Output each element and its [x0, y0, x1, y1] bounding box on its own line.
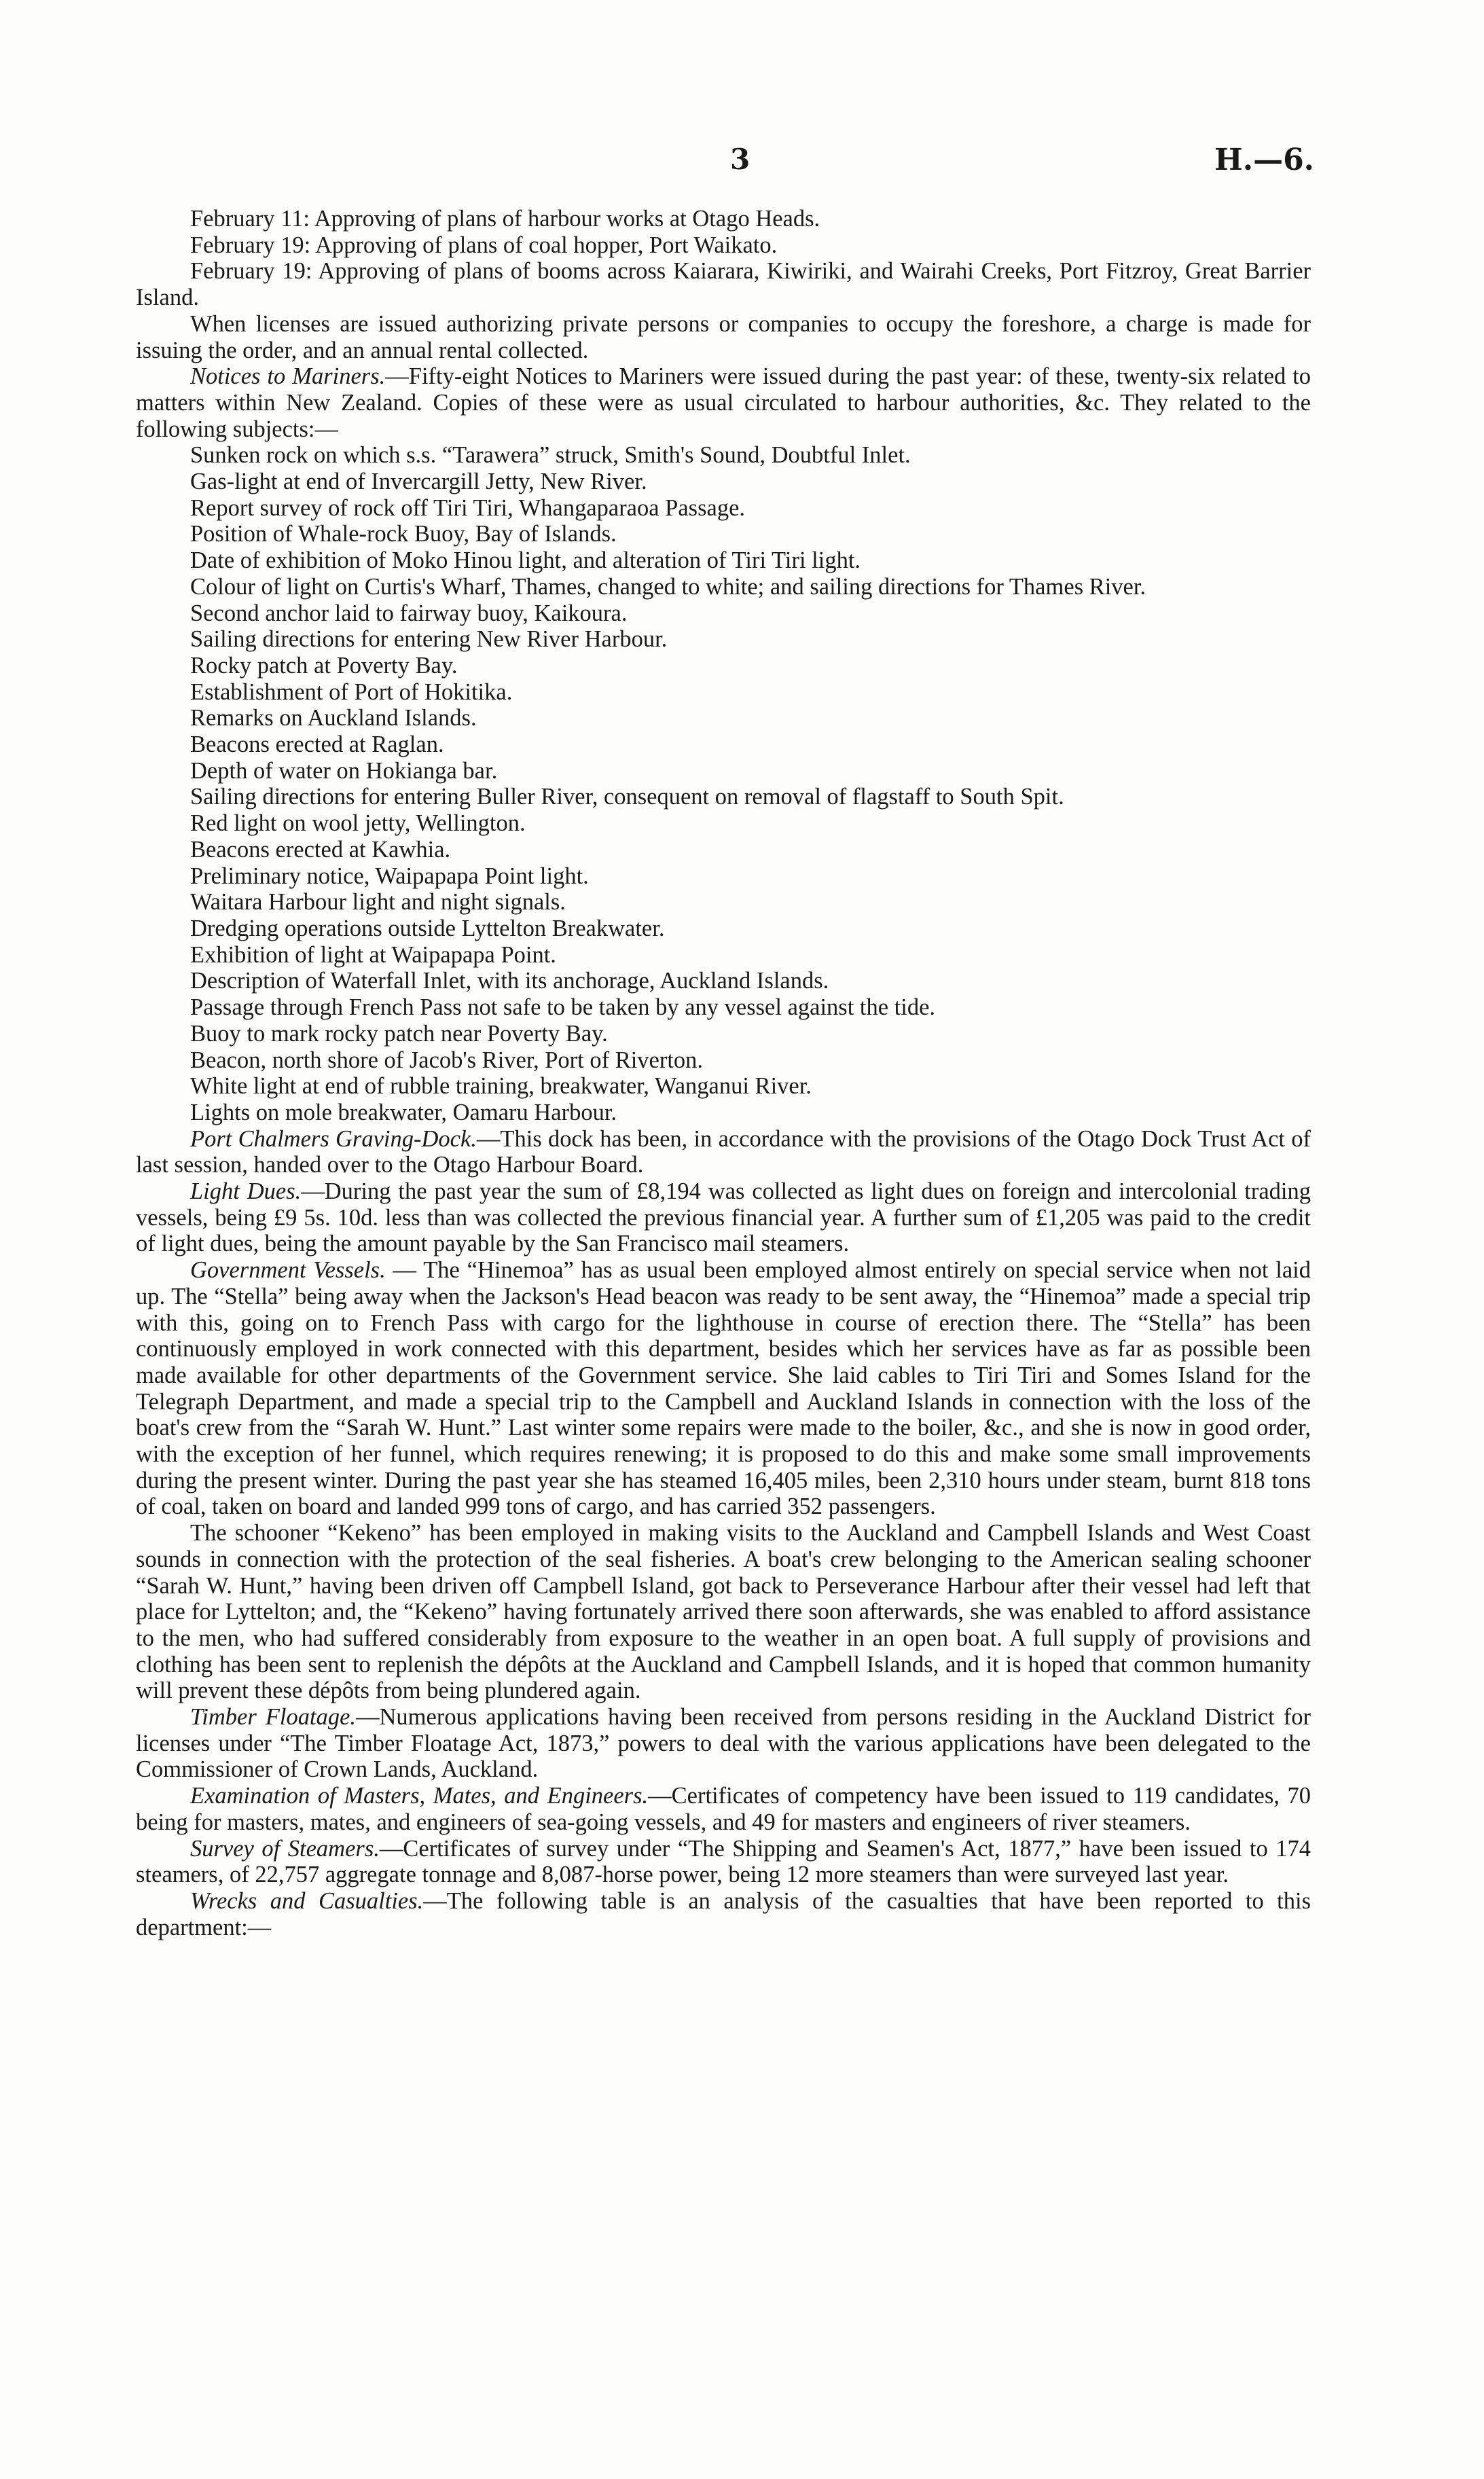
- list-item: Exhibition of light at Waipapapa Point.: [190, 941, 556, 968]
- list-item: Rocky patch at Poverty Bay.: [190, 652, 458, 678]
- notices-list: [136, 442, 1311, 1125]
- list-item: Second anchor laid to fairway buoy, Kaikoura.: [190, 600, 628, 626]
- section-heading: Notices to Mariners.: [190, 363, 386, 390]
- section-text: —During the past year the sum of £8,194 was collected as light dues on foreign and intercolonial trading vessels, being £9 5s. 10d. less than was collected the previous financial year. A further sum of £1,205 was paid to the credit of light dues, being the amount payable by the San Francisco mail steamers.: [136, 1178, 1311, 1257]
- section-paragraph: [136, 1178, 1311, 1257]
- list-item: White light at end of rubble training, breakwater, Wanganui River.: [190, 1073, 812, 1100]
- list-item: Date of exhibition of Moko Hinou light, and alteration of Tiri Tiri light.: [190, 547, 861, 574]
- section-heading: Examination of Masters, Mates, and Engineers.: [190, 1783, 649, 1809]
- paragraph: February 19: Approving of plans of coal hopper, Port Waikato.: [190, 232, 778, 258]
- section-text: —This dock has been, in accordance with the provisions of the Otago Dock Trust Act of last session, handed over to the Otago Harbour Board.: [136, 1125, 1311, 1178]
- list-item: Dredging operations outside Lyttelton Breakwater.: [190, 915, 665, 941]
- list-item: Sunken rock on which s.s. “Tarawera” struck, Smith's Sound, Doubtful Inlet.: [190, 442, 911, 469]
- list-item: Remarks on Auckland Islands.: [190, 705, 477, 731]
- section-heading: Government Vessels.: [190, 1257, 386, 1284]
- section-paragraph: [136, 1257, 1311, 1520]
- list-item: Waitara Harbour light and night signals.: [190, 889, 566, 916]
- list-item: Depth of water on Hokianga bar.: [190, 757, 498, 784]
- section-text: —The following table is an analysis of the casualties that have been reported to this department:—: [136, 1888, 1311, 1940]
- section-paragraph: [136, 1888, 1311, 1940]
- list-item: Beacon, north shore of Jacob's River, Port of Riverton.: [190, 1047, 704, 1073]
- paragraph: February 19: Approving of plans of booms across Kaiarara, Kiwiriki, and Wairahi Creeks, Port Fitzroy, Great Barrier Island.: [136, 258, 1311, 311]
- list-item: Beacons erected at Raglan.: [190, 731, 444, 758]
- section-text: —Fifty-eight Notices to Mariners were issued during the past year: of these, twenty-six related to matters within New Zealand. Copies of these were as usual circulated to harbour authorities, &c. They related to the following subjects:—: [136, 363, 1311, 442]
- section-heading: Wrecks and Casualties.: [190, 1888, 424, 1914]
- list-item: Sailing directions for entering Buller River, consequent on removal of flagstaff to South Spit.: [190, 784, 1064, 810]
- section-text: — The “Hinemoa” has as usual been employed almost entirely on special service when not laid up. The “Stella” being away when the Jackson's Head beacon was ready to be sent away, the “Hinemoa” made a special trip with this, going on to French Pass with cargo for the lighthouse in course of erection there. The “Stella” has been continuously employed in work connected with this department, besides which her services have as far as possible been made available for other departments of the Government service. She laid cables to Tiri Tiri and Somes Island for the Telegraph Department, and made a special trip to the Campbell and Auckland Islands in connection with the loss of the boat's crew from the “Sarah W. Hunt.” Last winter some repairs were made to the boiler, &c., and she is now in good order, with the exception of her funnel, which requires renewing; it is proposed to do this and make some small improvements during the present winter. During the past year she has steamed 16,405 miles, been 2,310 hours under steam, burnt 818 tons of coal, taken on board and landed 999 tons of cargo, and has carried 352 passengers.: [136, 1257, 1311, 1520]
- section-paragraph: [136, 1520, 1311, 1704]
- list-item: Passage through French Pass not safe to be taken by any vessel against the tide.: [190, 994, 936, 1021]
- section-paragraph: [136, 1783, 1311, 1835]
- section-heading: Survey of Steamers.: [190, 1835, 380, 1862]
- list-item: Preliminary notice, Waipapapa Point light.: [190, 863, 589, 889]
- section-paragraph: [136, 1126, 1311, 1178]
- section-heading: Timber Floatage.: [190, 1704, 357, 1731]
- page-body: [136, 206, 1311, 1940]
- section-text: —Certificates of survey under “The Shipping and Seamen's Act, 1877,” have been issued to 174 steamers, of 22,757 aggregate tonnage and 8,087-horse power, being 12 more steamers than were surveyed last year.: [136, 1835, 1311, 1888]
- section-text: The schooner “Kekeno” has been employed in making visits to the Auckland and Campbell Islands and West Coast sounds in connection with the protection of the seal fisheries. A boat's crew belonging to the American sealing schooner “Sarah W. Hunt,” having been driven off Campbell Island, got back to Perseverance Harbour after their vessel had left that place for Lyttelton; and, the “Kekeno” having fortunately arrived there soon afterwards, she was enabled to afford assistance to the men, who had suffered considerably from exposure to the weather in an open boat. A full supply of provisions and clothing has been sent to replenish the dépôts at the Auckland and Campbell Islands, and it is hoped that common humanity will prevent these dépôts from being plundered again.: [136, 1520, 1311, 1704]
- section-heading: Light Dues.: [190, 1178, 302, 1205]
- paragraph: When licenses are issued authorizing private persons or companies to occupy the foreshore, a charge is made for issuing the order, and an annual rental collected.: [136, 310, 1311, 363]
- list-item: Red light on wool jetty, Wellington.: [190, 810, 526, 837]
- page-header: [0, 143, 1484, 183]
- list-item: Sailing directions for entering New River Harbour.: [190, 626, 668, 653]
- document-reference: H.—6.: [1214, 143, 1314, 177]
- section-paragraph: [136, 1704, 1311, 1783]
- list-item: Lights on mole breakwater, Oamaru Harbour.: [190, 1099, 617, 1125]
- list-item: Buoy to mark rocky patch near Poverty Bay.: [190, 1020, 608, 1047]
- page-number: 3: [730, 143, 750, 176]
- list-item: Report survey of rock off Tiri Tiri, Whangaparaoa Passage.: [190, 494, 746, 521]
- paragraph: February 11: Approving of plans of harbour works at Otago Heads.: [190, 206, 820, 232]
- list-item: Description of Waterfall Inlet, with its anchorage, Auckland Islands.: [190, 968, 829, 994]
- list-item: Gas-light at end of Invercargill Jetty, New River.: [190, 469, 647, 495]
- list-item: Beacons erected at Kawhia.: [190, 836, 451, 863]
- list-item: Colour of light on Curtis's Wharf, Thames, changed to white; and sailing directions for Thames River.: [190, 573, 1146, 600]
- section-text: —Numerous applications having been received from persons residing in the Auckland District for licenses under “The Timber Floatage Act, 1873,” powers to deal with the various applications have been delegated to the Commissioner of Crown Lands, Auckland.: [136, 1704, 1311, 1783]
- notices-paragraph: [136, 363, 1311, 442]
- section-text: —Certificates of competency have been issued to 119 candidates, 70 being for masters, mates, and engineers of sea-going vessels, and 49 for masters and engineers of river steamers.: [136, 1783, 1311, 1835]
- section-paragraph: [136, 1836, 1311, 1888]
- list-item: Position of Whale-rock Buoy, Bay of Islands.: [190, 521, 617, 547]
- list-item: Establishment of Port of Hokitika.: [190, 678, 513, 705]
- section-heading: Port Chalmers Graving-Dock.: [190, 1125, 477, 1152]
